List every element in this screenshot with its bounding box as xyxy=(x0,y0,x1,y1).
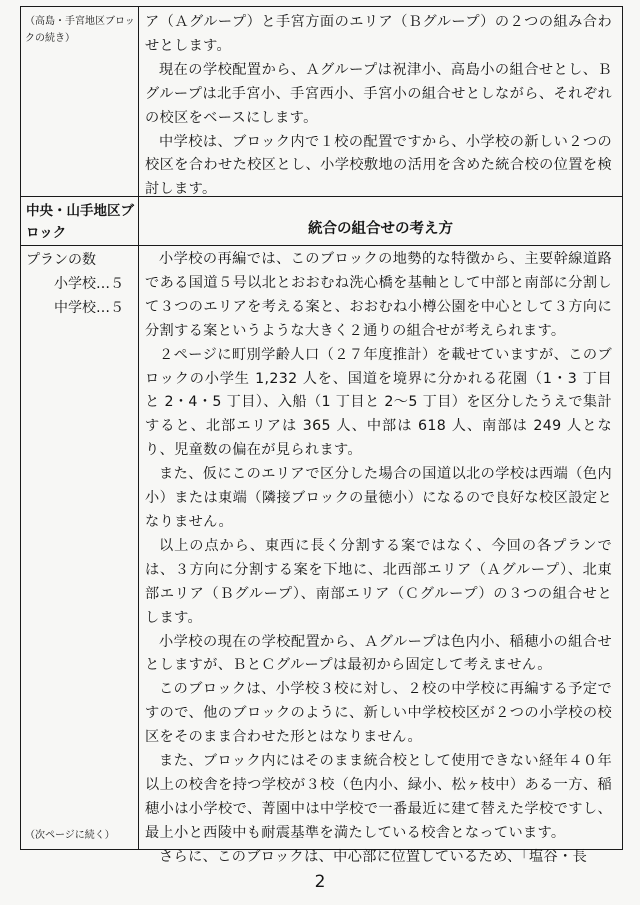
continued-note: （次ページに続く） xyxy=(25,830,115,841)
row3-paragraph: このブロックは、小学校３校に対し、２校の中学校に再編する予定ですので、他のブロックのように、新しい中学校校区が２つの小学校の校区をそのまま合わせた形とはなりません。 xyxy=(145,681,612,746)
plan-count xyxy=(26,248,136,320)
row1-paragraph: 現在の学校配置から、Ａグループは祝津小、高島小の組合せとし、Ｂグループは北手宮小、手宮西小、手宮小の組合せとしながら、それぞれの校区をベースにします。 xyxy=(145,61,612,126)
row3-paragraph: 小学校の現在の学校配置から、Ａグループは色内小、稲穂小の組合せとしますが、ＢとＣグループは最初から固定して考えません。 xyxy=(145,633,612,674)
row3-paragraph: ２ページに町別学齢人口（２７年度推計）を載せていますが、このブロックの小学生 1,232 人を、国道を境界に分かれる花園（1・3 丁目と 2・4・5 丁目）、入船（1 丁目と 2～5 丁目）を区分したうえで集計すると、北部エリアは 365 人、中部は 618 人、南部は 249 人となり、児童数の偏在が見られます。 xyxy=(145,346,612,459)
row1-paragraph: ア（Ａグループ）と手宮方面のエリア（Ｂグループ）の２つの組み合わせとします。 xyxy=(145,14,612,54)
content-table xyxy=(20,6,623,865)
page-number: 2 xyxy=(314,872,326,892)
row3-paragraph: 小学校の再編では、このブロックの地勢的な特徴から、主要幹線道路である国道５号以北とおおむね洗心橋を基軸として中部と南部に分割して３つのエリアを考える案と、おおむね小樽公園を中心として３方向に分割する案というような大きく２通りの組合せが考えられます。 xyxy=(145,251,612,339)
row1-paragraph: 中学校は、ブロック内で１校の配置ですから、小学校の新しい２つの校区を合わせた校区とし、小学校敷地の活用を含めた統合校の位置を検討します。 xyxy=(145,133,612,198)
row3-paragraph: また、仮にこのエリアで区分した場合の国道以北の学校は西端（色内小）または東端（隣接ブロックの量徳小）になるので良好な校区設定となりません。 xyxy=(145,466,612,530)
row3-paragraph: 以上の点から、東西に長く分割する案ではなく、今回の各プランでは、３方向に分割する案を下地に、北西部エリア（Ａグループ）、北東部エリア（Ｂグループ）、南部エリア（Ｃグループ）の３つの組合せとします。 xyxy=(145,537,612,626)
column-divider xyxy=(138,7,139,849)
block-name: 中央・山手地区ブロック xyxy=(26,203,134,241)
row1-body xyxy=(145,11,612,202)
row1-label: （高島・手宮地区ブロックの続き） xyxy=(25,16,135,44)
row-divider xyxy=(21,245,622,246)
plan-junior: 中学校…５ xyxy=(54,300,124,316)
row-divider xyxy=(21,196,622,197)
section-heading: 統合の組合せの考え方 xyxy=(308,221,453,237)
row3-body xyxy=(145,248,612,870)
plan-elementary: 小学校…５ xyxy=(54,276,124,292)
plan-label: プランの数 xyxy=(26,252,96,268)
row3-paragraph: さらに、このブロックは、中心部に位置しているため、「塩谷・長 xyxy=(159,848,588,865)
row3-paragraph: また、ブロック内にはそのまま統合校として使用できない経年４０年以上の校舎を持つ学校が３校（色内小、緑小、松ヶ枝中）ある一方、稲穂小は小学校で、菁園中は中学校で一番最近に建て替えた学校ですし、最上小と西陵中も耐震基準を満たしている校舎となっています。 xyxy=(145,753,612,841)
